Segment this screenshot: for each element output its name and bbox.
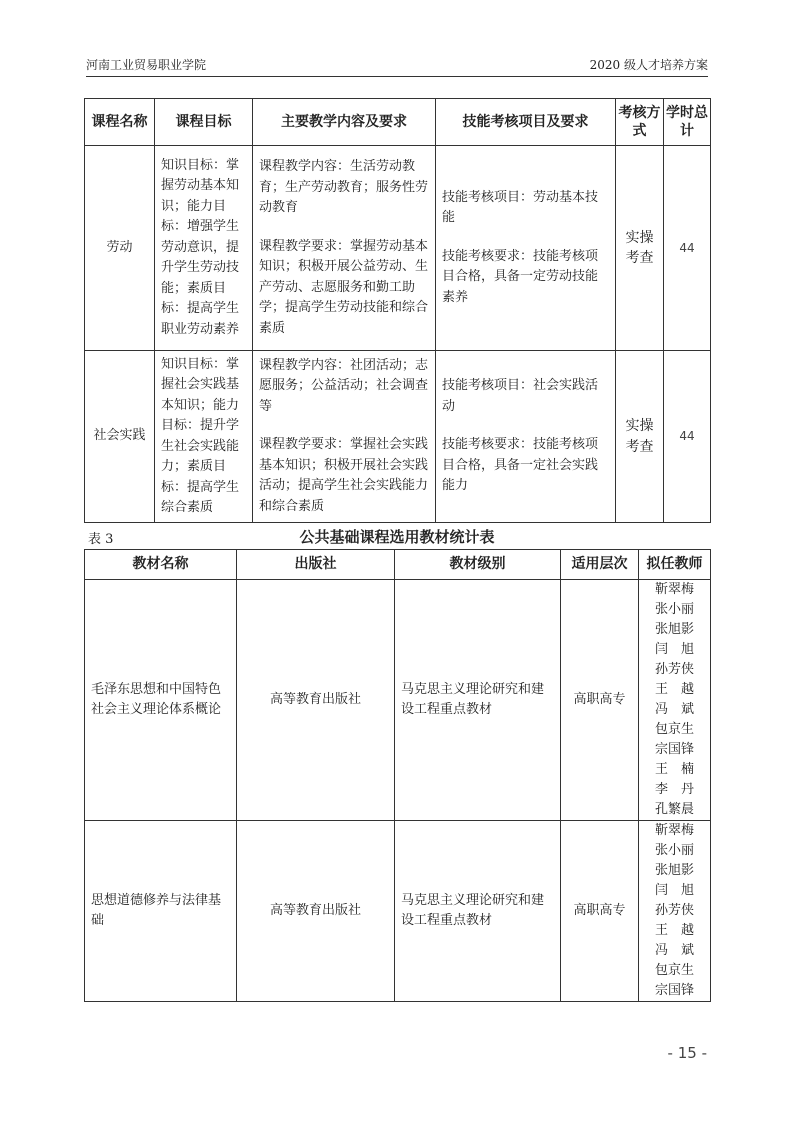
- textbook-name-cell: 思想道德修养与法律基础: [85, 821, 237, 1002]
- course-table: [84, 98, 711, 523]
- teacher-name: 李 丹: [654, 782, 694, 797]
- applicable-level-cell: 高职高专: [561, 580, 639, 821]
- teacher-name: 包京生: [654, 963, 694, 978]
- teacher-name: 闫 旭: [654, 883, 694, 898]
- col-header-skill: 技能考核项目及要求: [436, 99, 616, 146]
- teachers-cell: [639, 821, 711, 1002]
- page-number: - 15 -: [667, 1044, 707, 1062]
- textbook-table: [84, 549, 711, 1002]
- teacher-name: 张小丽: [654, 602, 694, 617]
- course-goal-cell: 知识目标：掌握劳动基本知识；能力目标：增强学生劳动意识，提升学生劳动技能；素质目标：提高学生职业劳动素养: [155, 146, 253, 351]
- teacher-name: 靳翠梅: [654, 823, 694, 838]
- teacher-name: 宗国锋: [654, 742, 694, 757]
- teacher-name: 闫 旭: [654, 642, 694, 657]
- skill-requirement-text: 技能考核要求：技能考核项目合格，具备一定劳动技能素养: [442, 248, 599, 305]
- table-row: [85, 351, 711, 523]
- col-header-textbook-level: 教材级别: [395, 550, 561, 580]
- course-name-cell: 社会实践: [85, 351, 155, 523]
- col-header-hours: 学时总计: [664, 99, 711, 146]
- col-header-textbook-name: 教材名称: [85, 550, 237, 580]
- hours-cell: 44: [664, 146, 711, 351]
- teacher-name: 张旭影: [654, 622, 694, 637]
- applicable-level-cell: 高职高专: [561, 821, 639, 1002]
- table-row: [85, 146, 711, 351]
- teacher-name: 孙芳侠: [654, 662, 694, 677]
- hours-cell: 44: [664, 351, 711, 523]
- header-school-name: 河南工业贸易职业学院: [86, 58, 207, 72]
- content-cell: [253, 146, 436, 351]
- header-plan-title: 2020 级人才培养方案: [589, 58, 708, 72]
- teacher-name: 张小丽: [654, 843, 694, 858]
- skill-cell: [436, 146, 616, 351]
- teacher-name: 王 越: [654, 923, 694, 938]
- teacher-name: 孙芳侠: [654, 903, 694, 918]
- skill-item-text: 技能考核项目：社会实践活动: [442, 378, 599, 414]
- teacher-name: 冯 斌: [654, 943, 694, 958]
- col-header-publisher: 出版社: [237, 550, 395, 580]
- col-header-applicable-level: 适用层次: [561, 550, 639, 580]
- requirement-text: 课程教学要求：掌握劳动基本知识；积极开展公益劳动、生产劳动、志愿服务和勤工助学；提高学生劳动技能和综合素质: [259, 238, 429, 336]
- teacher-name: 靳翠梅: [654, 582, 694, 597]
- content-cell: [253, 351, 436, 523]
- teacher-name: 冯 斌: [654, 702, 694, 717]
- table-row: [85, 580, 711, 821]
- method-cell: 实操考查: [616, 351, 664, 523]
- textbook-level-cell: 马克思主义理论研究和建设工程重点教材: [395, 580, 561, 821]
- teacher-name: 包京生: [654, 722, 694, 737]
- skill-cell: [436, 351, 616, 523]
- teacher-name: 王 楠: [654, 762, 694, 777]
- course-name-cell: 劳动: [85, 146, 155, 351]
- col-header-course-goal: 课程目标: [155, 99, 253, 146]
- table-caption: [84, 524, 710, 548]
- requirement-text: 课程教学要求：掌握社会实践基本知识；积极开展社会实践活动；提高学生社会实践能力和综合素质: [259, 437, 429, 514]
- col-header-teachers: 拟任教师: [639, 550, 711, 580]
- col-header-content: 主要教学内容及要求: [253, 99, 436, 146]
- publisher-cell: 高等教育出版社: [237, 821, 395, 1002]
- teacher-name: 王 越: [654, 682, 694, 697]
- table-title: 公共基础课程选用教材统计表: [299, 528, 495, 546]
- method-cell: 实操考查: [616, 146, 664, 351]
- teacher-name: 宗国锋: [654, 983, 694, 998]
- table-number: 表 3: [88, 532, 114, 547]
- skill-requirement-text: 技能考核要求：技能考核项目合格，具备一定社会实践能力: [442, 437, 599, 494]
- col-header-course-name: 课程名称: [85, 99, 155, 146]
- course-table-header-row: [85, 99, 711, 146]
- page-header: [86, 52, 708, 77]
- textbook-name-cell: 毛泽东思想和中国特色社会主义理论体系概论: [85, 580, 237, 821]
- skill-item-text: 技能考核项目：劳动基本技能: [442, 189, 599, 226]
- teachers-cell: [639, 580, 711, 821]
- table-row: [85, 821, 711, 1002]
- publisher-cell: 高等教育出版社: [237, 580, 395, 821]
- course-goal-cell: 知识目标：掌握社会实践基本知识；能力目标：提升学生社会实践能力；素质目标：提高学生综合素质: [155, 351, 253, 523]
- content-text: 课程教学内容：生活劳动教育；生产劳动教育；服务性劳动教育: [259, 159, 429, 215]
- col-header-method: 考核方式: [616, 99, 664, 146]
- teacher-name: 孔繁晨: [654, 802, 694, 817]
- teacher-name: 张旭影: [654, 863, 694, 878]
- content-text: 课程教学内容：社团活动；志愿服务；公益活动；社会调查等: [259, 357, 429, 414]
- textbook-level-cell: 马克思主义理论研究和建设工程重点教材: [395, 821, 561, 1002]
- textbook-table-header-row: [85, 550, 711, 580]
